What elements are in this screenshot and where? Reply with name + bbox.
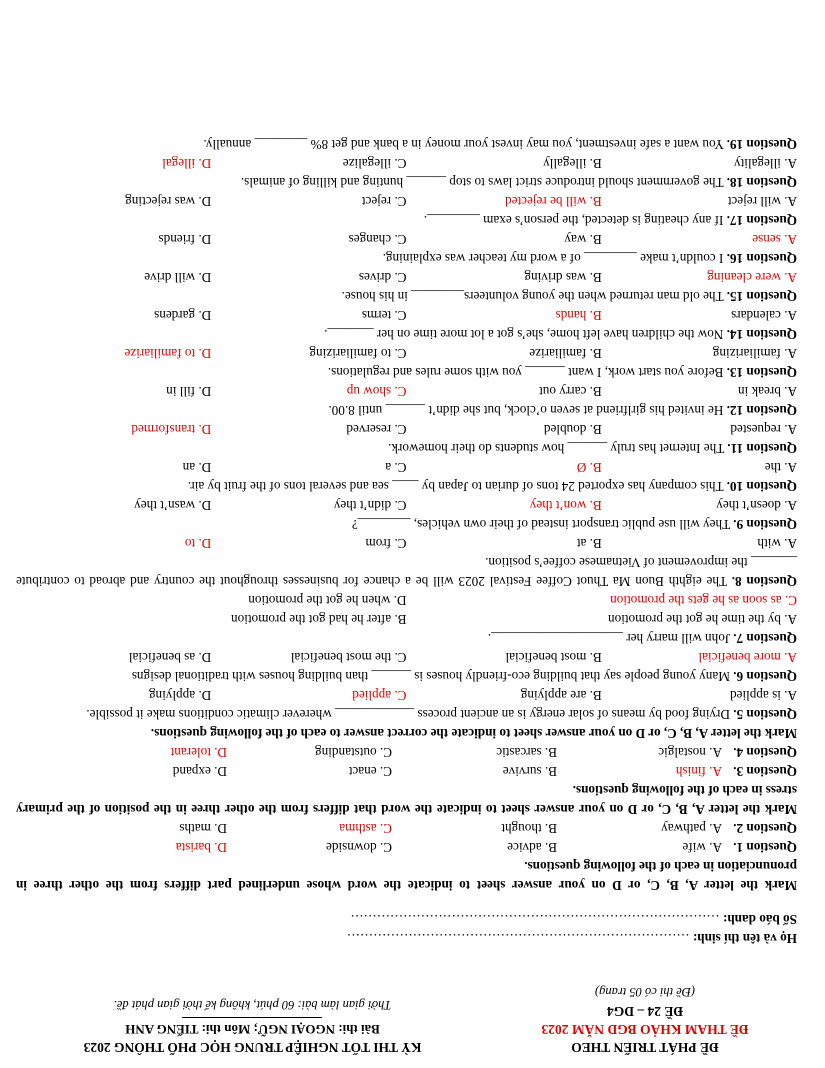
question-stem: The government should introduce strict laws to stop ______ hunting and killing of animals.: [240, 175, 724, 190]
question-item: [16, 838, 797, 857]
option-b[interactable]: B. way: [564, 232, 602, 247]
question-number: Question 14.: [726, 327, 797, 342]
question-line: [16, 363, 797, 382]
question-number: Question 17.: [726, 213, 797, 228]
option-d[interactable]: D. to familiarize: [124, 346, 212, 361]
question-number: Question 7.: [733, 631, 797, 646]
exam-code: ĐỀ 24 – DG4: [606, 1004, 684, 1019]
question-number: Question 18.: [726, 175, 797, 190]
option-d[interactable]: D. wasn’t they: [134, 498, 212, 513]
question-item: [16, 230, 797, 268]
answer-options: [16, 762, 797, 781]
option-a[interactable]: A. familiarizing: [712, 346, 797, 361]
exam-header: [30, 956, 795, 1056]
answer-options: [16, 458, 797, 477]
option-b[interactable]: B. advice: [507, 840, 557, 855]
question-number: Question 3.: [733, 764, 797, 779]
option-c[interactable]: C. didn’t they: [333, 498, 407, 513]
option-d[interactable]: D. maths: [179, 821, 227, 836]
option-b[interactable]: B. doubled: [543, 422, 602, 437]
answer-options: [16, 648, 797, 667]
option-d[interactable]: D. transformed: [131, 422, 212, 437]
option-b[interactable]: B. Ø: [576, 460, 602, 475]
option-a[interactable]: A. nostalgic: [658, 745, 722, 760]
option-a[interactable]: A. illegality: [734, 156, 797, 171]
option-c[interactable]: C. the most beneficial: [290, 650, 407, 665]
answer-options: [16, 420, 797, 439]
question-item: [16, 306, 797, 344]
option-c[interactable]: C. to familiarizing: [309, 346, 407, 361]
question-item: [16, 819, 797, 838]
option-d[interactable]: D. was rejecting: [125, 194, 212, 209]
question-line: [16, 249, 797, 268]
option-d[interactable]: D. to: [184, 536, 212, 551]
question-item: [16, 268, 797, 306]
question-number: Question 4.: [733, 745, 797, 760]
question-item: [16, 382, 797, 420]
question-item: [16, 344, 797, 382]
option-c[interactable]: C. downside: [326, 840, 392, 855]
question-number: Question 11.: [727, 441, 797, 456]
option-c[interactable]: C. a: [385, 460, 407, 475]
question-stem: He invited his girlfriend at seven o’clock, but she didn’t ______ until 8.00.: [328, 403, 724, 418]
question-line: [16, 515, 797, 534]
question-item: [16, 135, 797, 154]
question-line: [16, 325, 797, 344]
option-d[interactable]: D. tolerant: [170, 745, 227, 760]
option-a[interactable]: A. with: [757, 536, 797, 551]
question-stem: You want a safe investment, you may invest your money in a bank and get 8% ________ annually.: [203, 137, 724, 152]
exam-name: KỲ THI TỐT NGHIỆP TRUNG HỌC PHỔ THÔNG 2023: [83, 1040, 422, 1055]
option-b[interactable]: B. illegally: [543, 156, 602, 171]
option-a[interactable]: A. pathway: [661, 821, 722, 836]
option-d[interactable]: D. an: [182, 460, 212, 475]
option-d[interactable]: D. when he got the promotion: [248, 593, 407, 608]
answer-options: [16, 534, 797, 553]
header-right: [30, 995, 475, 1056]
option-c[interactable]: C. asthma: [339, 821, 392, 836]
header-left-title: ĐỀ PHÁT TRIỂN THEO: [571, 1040, 719, 1055]
option-b[interactable]: B. carry out: [539, 384, 602, 399]
option-a[interactable]: A. wife: [682, 840, 722, 855]
question-item: [16, 496, 797, 534]
question-item: [16, 154, 797, 192]
question-stem: The Internet has truly ______ how students do their homework.: [388, 441, 725, 456]
option-d[interactable]: D. applying: [148, 688, 212, 703]
option-a[interactable]: A. by the time he got the promotion: [608, 612, 797, 627]
answer-options: [16, 154, 797, 173]
option-a[interactable]: A. the: [764, 460, 797, 475]
section-instruction: Mark the letter A, B, C, or D on your answer sheet to indicate the word that differs from the other three in the position of the primary stress in each of the following questions.: [16, 783, 797, 817]
question-line: [16, 705, 797, 724]
answer-options: [16, 819, 797, 838]
question-stem: The old man returned when the young volunteers________ in his house.: [341, 289, 724, 304]
option-c[interactable]: C. terms: [361, 308, 407, 323]
answer-options: [16, 743, 797, 762]
question-number: Question 2.: [733, 821, 797, 836]
answer-options: [16, 496, 797, 515]
option-b[interactable]: B. thought: [501, 821, 557, 836]
student-name-label: Họ và tên thí sinh:: [692, 931, 797, 946]
question-number: Question 9.: [733, 517, 797, 532]
question-number: Question 12.: [726, 403, 797, 418]
exam-body: [16, 135, 797, 895]
student-id-field[interactable]: …………………………………………………………………………: [350, 912, 720, 927]
option-a[interactable]: A. is applied: [729, 688, 797, 703]
option-d[interactable]: D. expand: [172, 764, 227, 779]
section-instruction: Mark the letter A, B, C, or D on your answer sheet to indicate the correct answer to each of the following questions.: [150, 726, 797, 741]
question-stem: Now the children have left home, she’s got a lot more time on her _______.: [324, 327, 724, 342]
question-number: Question 15.: [726, 289, 797, 304]
option-b[interactable]: B. will be rejected: [505, 194, 602, 209]
option-a[interactable]: A. will reject: [727, 194, 797, 209]
question-stem: Many young people say that building eco-friendly houses is ______ than building houses with traditional designs: [131, 669, 730, 684]
answer-options: [16, 838, 797, 857]
option-a[interactable]: A. calendars: [731, 308, 797, 323]
option-d[interactable]: D. gardens: [154, 308, 212, 323]
header-left: [495, 982, 795, 1056]
answer-options: [16, 268, 797, 287]
option-b[interactable]: B. most beneficial: [505, 650, 602, 665]
option-c[interactable]: C. as soon as he gets the promotion: [610, 593, 797, 608]
answer-options: [16, 192, 797, 211]
option-c[interactable]: C. show up: [346, 384, 407, 399]
question-item: [16, 591, 797, 648]
question-stem: This company has exported 24 tons of durian to Japan by ____ sea and several tons of the fruit by air.: [187, 479, 724, 494]
question-line: [16, 173, 797, 192]
question-item: [16, 648, 797, 686]
question-line: [16, 439, 797, 458]
question-item: [16, 743, 797, 762]
question-item: [16, 420, 797, 458]
question-stem: Drying food by means of solar energy is an ancient process ____________ wherever climatic conditions make it possible.: [86, 707, 730, 722]
question-number: Question 1.: [733, 840, 797, 855]
option-b[interactable]: B. familiarize: [529, 346, 602, 361]
question-stem: The eighth Buon Ma Thuot Coffee Festival 2023 will be a chance for businesses throughout the country and abroad to contribute _______ the improvement of Vietnamese coffee’s position.: [15, 555, 797, 589]
answer-options: [16, 306, 797, 325]
option-a[interactable]: A. were cleaning: [707, 270, 797, 285]
question-stem: If any cheating is detected, the person’s exam ________.: [423, 213, 724, 228]
option-a[interactable]: A. requested: [730, 422, 797, 437]
option-b[interactable]: B. are applying: [520, 688, 602, 703]
question-line: [16, 477, 797, 496]
question-line: [16, 629, 797, 648]
question-item: [16, 458, 797, 496]
option-b[interactable]: B. survive: [502, 764, 557, 779]
option-b[interactable]: B. after he had got the promotion: [231, 612, 407, 627]
question-line: [16, 287, 797, 306]
option-c[interactable]: C. drives: [358, 270, 407, 285]
option-b[interactable]: B. won’t they: [529, 498, 602, 513]
question-number: Question 19.: [726, 137, 797, 152]
question-line: [16, 401, 797, 420]
option-c[interactable]: C. from: [365, 536, 407, 551]
student-info: [37, 910, 797, 948]
question-stem: John will marry her ____________________.: [487, 631, 730, 646]
answer-options: [16, 686, 797, 705]
option-a[interactable]: A. finish: [675, 764, 722, 779]
page-count-note: (Đề thi có 05 trang): [595, 985, 695, 999]
question-item: [16, 762, 797, 781]
exam-duration: Thời gian làm bài: 60 phút, không kể thời gian phát đề.: [113, 998, 392, 1012]
question-number: Question 16.: [726, 251, 797, 266]
option-b[interactable]: B. at: [576, 536, 602, 551]
option-c[interactable]: C. illegalize: [342, 156, 407, 171]
header-divider: [183, 1017, 323, 1018]
question-stem: Before you start work, I want ______ you with some rules and regulations.: [327, 365, 724, 380]
option-d[interactable]: D. illegal: [162, 156, 212, 171]
exam-subject: Bài thi: NGOẠI NGỮ; Môn thi: TIẾNG ANH: [125, 1022, 380, 1037]
question-stem: I couldn’t make ________ of a word my teacher was explaining.: [382, 251, 724, 266]
option-a[interactable]: A. sense: [752, 232, 797, 247]
question-number: Question 10.: [726, 479, 797, 494]
option-d[interactable]: D. friends: [158, 232, 212, 247]
question-item: [16, 192, 797, 230]
option-b[interactable]: B. sarcastic: [496, 745, 557, 760]
option-a[interactable]: A. doesn’t they: [716, 498, 797, 513]
option-d[interactable]: D. fill in: [166, 384, 212, 399]
header-left-subtitle: ĐỀ THAM KHẢO BGD NĂM 2023: [541, 1022, 749, 1037]
option-c[interactable]: C. changes: [348, 232, 407, 247]
answer-options: [16, 230, 797, 249]
option-d[interactable]: D. will drive: [144, 270, 212, 285]
option-d[interactable]: D. as beneficial: [128, 650, 212, 665]
question-item: [16, 686, 797, 724]
question-line: [16, 667, 797, 686]
option-a[interactable]: A. break in: [738, 384, 797, 399]
student-id-label: Số báo danh:: [722, 912, 797, 927]
option-a[interactable]: A. more beneficial: [698, 650, 797, 665]
question-number: Question 13.: [726, 365, 797, 380]
question-item: [16, 534, 797, 591]
question-number: Question 8.: [731, 574, 797, 589]
option-c[interactable]: C. reserved: [346, 422, 407, 437]
question-line: [16, 135, 797, 154]
option-c[interactable]: C. reject: [361, 194, 407, 209]
option-d[interactable]: D. barista: [175, 840, 227, 855]
answer-options: [16, 382, 797, 401]
section-instruction: Mark the letter A, B, C, or D on your answer sheet to indicate the word whose underlined part differs from the other three in pronunciation in each of the following questions.: [16, 859, 797, 893]
answer-options: [16, 591, 797, 629]
student-name-field[interactable]: ……………………………………………………………………: [346, 931, 690, 946]
option-b[interactable]: B. hands: [555, 308, 602, 323]
option-c[interactable]: C. outstanding: [315, 745, 392, 760]
question-stem: They will use public transport instead of their own vehicles, ________?: [351, 517, 731, 532]
option-c[interactable]: C. enact: [348, 764, 392, 779]
question-number: Question 5.: [733, 707, 797, 722]
answer-options: [16, 344, 797, 363]
question-line: [16, 553, 797, 591]
option-b[interactable]: B. was driving: [524, 270, 602, 285]
question-number: Question 6.: [733, 669, 797, 684]
question-line: [16, 211, 797, 230]
option-c[interactable]: C. applied: [352, 688, 407, 703]
